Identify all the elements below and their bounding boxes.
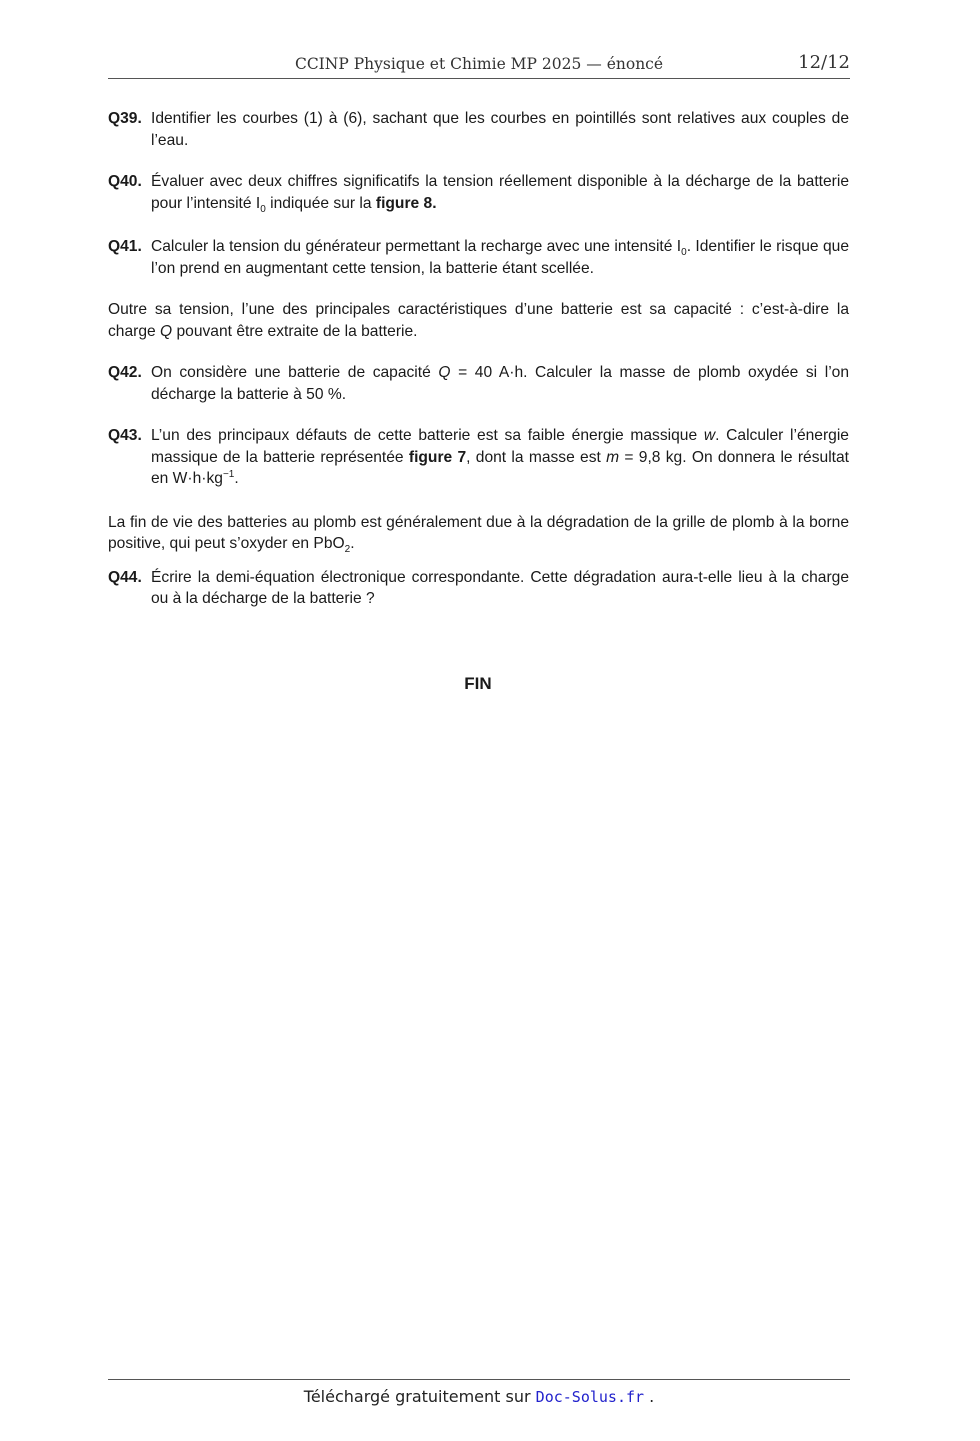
question-number: Q42. — [108, 364, 142, 381]
question-number: Q41. — [108, 238, 142, 255]
doc-solus-link[interactable]: Doc-Solus.fr — [535, 1388, 645, 1406]
paragraph-text: pouvant être extraite de la batterie. — [172, 322, 418, 340]
figure-reference: figure 7 — [408, 448, 467, 466]
question-text: Calculer la tension du générateur permettant la recharge avec une intensité I — [151, 238, 682, 255]
page-content — [108, 108, 849, 610]
question-text: indiquée sur la — [265, 194, 376, 212]
paragraph-end-of-life — [108, 512, 849, 555]
variable-m: m — [606, 448, 620, 466]
page-footer — [108, 1379, 850, 1406]
question-text: Évaluer avec deux chiffres significatifs la tension réellement disponible à la décharge de la batterie pour l’intensité I — [151, 173, 849, 212]
subscript: 0 — [260, 203, 266, 215]
variable-w: w — [703, 427, 716, 444]
question-text: . — [234, 470, 239, 487]
question-39 — [108, 108, 849, 151]
footer-tail: . — [644, 1387, 655, 1406]
question-number: Q40. — [108, 173, 142, 190]
paragraph-capacity — [108, 299, 849, 342]
subscript: 0 — [681, 247, 687, 259]
figure-reference: figure 8. — [375, 194, 437, 212]
question-text: . Identifier le risque que l’on prend en augmentant cette tension, la batterie étant scellée. — [151, 238, 849, 277]
page-header — [108, 52, 850, 79]
question-42 — [108, 362, 849, 405]
question-text: . Calculer l’énergie massique de la batterie représentée — [151, 427, 849, 466]
header-title: CCINP Physique et Chimie MP 2025 — énoncé — [294, 55, 664, 73]
question-text: Écrire la demi-équation électronique correspondante. Cette dégradation aura-t-elle lieu à la charge ou à la décharge de la batterie ? — [151, 568, 849, 607]
footer-text — [108, 1387, 850, 1406]
question-text: = 40 A·h. Calculer la masse de plomb oxydée si l’on décharge la batterie à 50 %. — [151, 364, 850, 403]
page-number: 12/12 — [798, 52, 850, 73]
variable-q: Q — [160, 322, 173, 340]
question-number: Q43. — [108, 427, 142, 444]
paragraph-text: Outre sa tension, l’une des principales caractéristiques d’une batterie est sa capacité : c’est-à-dire la charge — [108, 301, 849, 340]
paragraph-text: . — [350, 535, 355, 552]
question-text: L’un des principaux défauts de cette batterie est sa faible énergie massique — [151, 427, 704, 444]
question-text: = 9,8 kg. On donnera le résultat en W·h·kg — [151, 448, 849, 487]
question-41 — [108, 236, 849, 279]
question-text: Identifier les courbes (1) à (6), sachant que les courbes en pointillés sont relatives aux couples de l’eau. — [151, 110, 849, 149]
question-number: Q39. — [108, 110, 142, 127]
footer-label: Téléchargé gratuitement sur — [303, 1387, 536, 1406]
superscript: −1 — [222, 468, 235, 480]
subscript: 2 — [344, 544, 351, 556]
question-44 — [108, 567, 849, 610]
question-number: Q44. — [108, 568, 142, 586]
paragraph-text: La fin de vie des batteries au plomb est généralement due à la dégradation de la grille de plomb à la borne positive, qui peut s’oxyder en PbO — [108, 513, 849, 552]
question-text: , dont la masse est — [466, 448, 607, 466]
variable-q: Q — [438, 364, 451, 381]
question-text: On considère une batterie de capacité — [151, 364, 439, 381]
question-43 — [108, 425, 849, 490]
question-40 — [108, 171, 849, 214]
end-marker: FIN — [464, 674, 492, 693]
